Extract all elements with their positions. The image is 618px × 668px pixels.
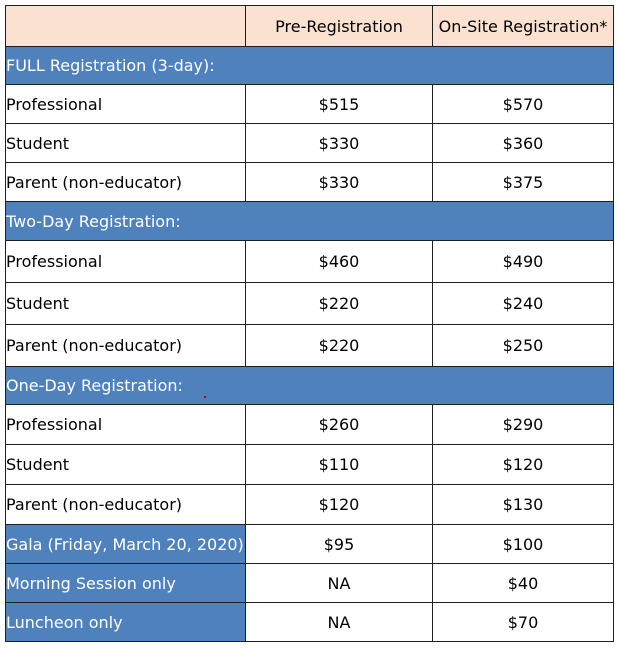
on-site-price: $290	[433, 405, 614, 445]
pre-registration-price: $120	[246, 485, 433, 525]
extra-label-morning-session: Morning Session only	[6, 564, 246, 603]
pre-registration-price: $220	[246, 283, 433, 325]
pre-registration-price: $460	[246, 241, 433, 283]
extra-label-gala: Gala (Friday, March 20, 2020)	[6, 525, 246, 564]
table-row	[6, 124, 614, 163]
registration-fee-table	[5, 5, 614, 642]
table-row	[6, 485, 614, 525]
on-site-price: $360	[433, 124, 614, 163]
on-site-price: $40	[433, 564, 614, 603]
pre-registration-price: $515	[246, 85, 433, 124]
row-label: Parent (non-educator)	[6, 163, 246, 202]
pre-registration-price: NA	[246, 564, 433, 603]
table-row	[6, 603, 614, 642]
pre-registration-price: $95	[246, 525, 433, 564]
table-row	[6, 283, 614, 325]
header-on-site-registration: On-Site Registration*	[433, 6, 614, 47]
row-label: Professional	[6, 241, 246, 283]
section-title: One-Day Registration:	[6, 367, 614, 405]
extra-label-luncheon: Luncheon only	[6, 603, 246, 642]
pre-registration-price: $330	[246, 124, 433, 163]
pre-registration-price: $260	[246, 405, 433, 445]
on-site-price: $490	[433, 241, 614, 283]
row-label: Student	[6, 124, 246, 163]
section-title: Two-Day Registration:	[6, 202, 614, 241]
table-row	[6, 525, 614, 564]
on-site-price: $375	[433, 163, 614, 202]
table-row	[6, 163, 614, 202]
row-label: Professional	[6, 405, 246, 445]
header-pre-registration: Pre-Registration	[246, 6, 433, 47]
table-row	[6, 564, 614, 603]
on-site-price: $130	[433, 485, 614, 525]
row-label: Student	[6, 445, 246, 485]
on-site-price: $570	[433, 85, 614, 124]
header-blank-cell	[6, 6, 246, 47]
table-row	[6, 241, 614, 283]
table-row	[6, 325, 614, 367]
section-row-two-day-registration	[6, 202, 614, 241]
on-site-price: $100	[433, 525, 614, 564]
on-site-price: $70	[433, 603, 614, 642]
table-header-row	[6, 6, 614, 47]
table-row	[6, 405, 614, 445]
table-row	[6, 85, 614, 124]
row-label: Student	[6, 283, 246, 325]
table-row	[6, 445, 614, 485]
section-row-one-day-registration	[6, 367, 614, 405]
pre-registration-price: $110	[246, 445, 433, 485]
stray-red-mark	[204, 396, 206, 398]
pre-registration-price: $330	[246, 163, 433, 202]
section-row-full-registration	[6, 47, 614, 85]
on-site-price: $250	[433, 325, 614, 367]
section-title: FULL Registration (3-day):	[6, 47, 614, 85]
pre-registration-price: $220	[246, 325, 433, 367]
row-label: Professional	[6, 85, 246, 124]
pre-registration-price: NA	[246, 603, 433, 642]
on-site-price: $120	[433, 445, 614, 485]
row-label: Parent (non-educator)	[6, 485, 246, 525]
on-site-price: $240	[433, 283, 614, 325]
row-label: Parent (non-educator)	[6, 325, 246, 367]
